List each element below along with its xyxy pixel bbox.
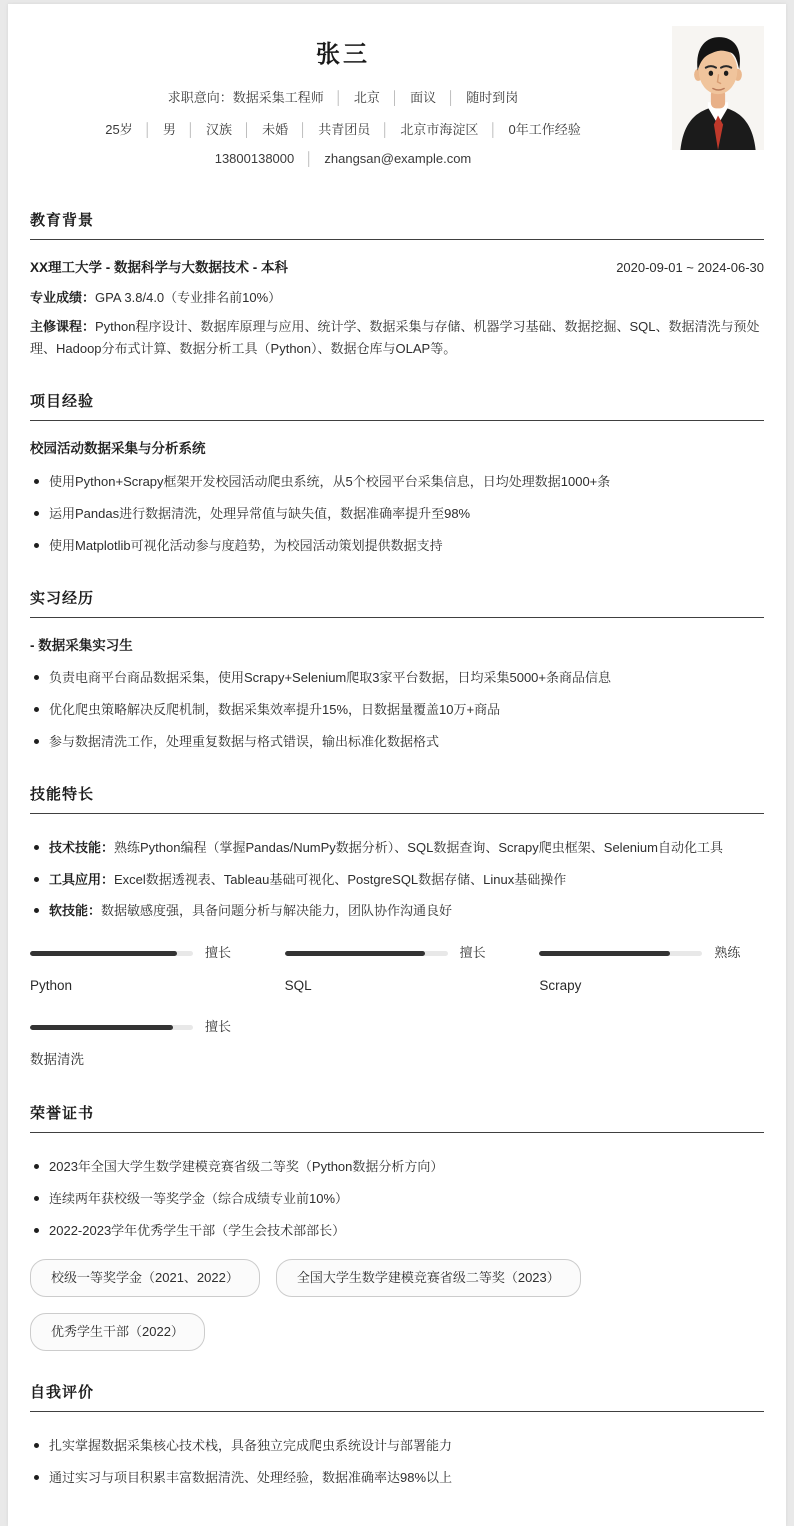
skill-bar-fill xyxy=(285,951,425,956)
profile-photo xyxy=(672,26,764,150)
section-honors xyxy=(30,1102,764,1351)
honor-badge: 校级一等奖学金（2021、2022） xyxy=(30,1259,260,1297)
internship-job-title: - 数据采集实习生 xyxy=(30,637,133,653)
skill-label: 技术技能： xyxy=(49,839,115,855)
skill-label: 工具应用： xyxy=(49,871,115,887)
field-separator: │ xyxy=(305,151,314,166)
field-separator: │ xyxy=(242,122,252,137)
section-title-education: 教育背景 xyxy=(30,209,764,240)
skill-bar-python xyxy=(30,942,255,998)
bullet-item: 使用Matplotlib可视化活动参与度趋势，为校园活动策划提供数据支持 xyxy=(30,536,764,557)
section-title-honors: 荣誉证书 xyxy=(30,1102,764,1133)
skill-text: 熟练Python编程（掌握Pandas/NumPy数据分析）、SQL数据查询、Scrapy爬虫框架、Selenium自动化工具 xyxy=(114,839,723,855)
resume-header xyxy=(30,20,764,179)
section-internship xyxy=(30,587,764,753)
info-field: 面议 xyxy=(410,90,437,105)
skill-name: 数据清洗 xyxy=(30,1052,84,1068)
courses-text: Python程序设计、数据库原理与应用、统计学、数据采集与存储、机器学习基础、数据挖掘、SQL、数据清洗与预处理、Hadoop分布式计算、数据分析工具（Python）、数据仓库与OLAP等。 xyxy=(30,319,760,357)
field-separator: │ xyxy=(186,122,195,137)
bullet-item: 优化爬虫策略解决反爬机制，数据采集效率提升15%，日数据量覆盖10万+商品 xyxy=(30,700,764,721)
field-separator: │ xyxy=(381,122,390,137)
portrait-illustration-icon xyxy=(672,26,764,150)
info-field: 25岁 xyxy=(105,122,133,137)
gpa-label: 专业成绩： xyxy=(30,289,96,305)
info-field: 北京市海淀区 xyxy=(400,122,479,137)
info-field: 未婚 xyxy=(262,122,289,137)
field-separator: │ xyxy=(390,90,400,105)
skill-name: SQL xyxy=(284,978,312,994)
education-gpa-line xyxy=(30,287,764,309)
skill-level-label: 擅长 xyxy=(205,945,232,961)
internship-bullet-list xyxy=(30,668,764,752)
skill-bars-grid xyxy=(30,942,764,1072)
info-field: 共青团员 xyxy=(318,122,371,137)
skill-level-label: 擅长 xyxy=(459,945,486,961)
skill-level-label: 擅长 xyxy=(205,1019,232,1035)
skills-bullet-list xyxy=(30,838,764,922)
resume-page xyxy=(8,4,786,1526)
skill-bar-fill xyxy=(30,1025,173,1030)
skill-name: Scrapy xyxy=(539,978,582,994)
bullet-item: 2023年全国大学生数学建模竞赛省级二等奖（Python数据分析方向） xyxy=(30,1157,764,1178)
skill-bar-fill xyxy=(30,951,177,956)
personal-info-row xyxy=(30,119,656,138)
skill-bar-track xyxy=(30,1025,193,1030)
info-field: 求职意向：数据采集工程师 xyxy=(167,90,324,105)
education-school-major: XX理工大学 - 数据科学与大数据技术 - 本科 xyxy=(30,260,289,275)
info-field: 北京 xyxy=(353,90,380,105)
bullet-item: 通过实习与项目积累丰富数据清洗、处理经验，数据准确率达98%以上 xyxy=(30,1468,764,1489)
skill-text: 数据敏感度强，具备问题分析与解决能力，团队协作沟通良好 xyxy=(101,903,453,919)
bullet-item xyxy=(30,901,764,922)
honor-badges-row xyxy=(30,1259,764,1351)
bullet-item xyxy=(30,838,764,859)
bullet-item: 连续两年获校级一等奖学金（综合成绩专业前10%） xyxy=(30,1189,764,1210)
skill-bar-data-cleaning xyxy=(30,1016,255,1072)
candidate-name: 张三 xyxy=(316,41,370,68)
bullet-item: 扎实掌握数据采集核心技术栈，具备独立完成爬虫系统设计与部署能力 xyxy=(30,1436,764,1457)
skill-label: 软技能： xyxy=(49,903,102,919)
self-eval-bullet-list xyxy=(30,1436,764,1489)
info-field: 随时到岗 xyxy=(466,90,519,105)
skill-bar-track xyxy=(539,951,702,956)
skill-bar-scrapy xyxy=(539,942,764,998)
info-field: 13800138000 xyxy=(214,151,295,166)
section-title-skills: 技能特长 xyxy=(30,783,764,814)
skill-bar-track xyxy=(285,951,448,956)
info-field: zhangsan@example.com xyxy=(324,151,472,166)
contact-row xyxy=(30,151,656,166)
field-separator: │ xyxy=(299,122,308,137)
education-date-range: 2020-09-01 ~ 2024-06-30 xyxy=(616,260,764,275)
field-separator: │ xyxy=(334,90,343,105)
section-project xyxy=(30,390,764,556)
section-self-evaluation xyxy=(30,1381,764,1489)
skill-text: Excel数据透视表、Tableau基础可视化、PostgreSQL数据存储、Linux基础操作 xyxy=(114,871,567,887)
field-separator: │ xyxy=(143,122,152,137)
honors-bullet-list xyxy=(30,1157,764,1241)
bullet-item xyxy=(30,870,764,891)
education-entry xyxy=(30,257,764,280)
skill-name: Python xyxy=(30,978,73,994)
bullet-item: 负责电商平台商品数据采集，使用Scrapy+Selenium爬取3家平台数据，日均采集5000+条商品信息 xyxy=(30,668,764,689)
education-courses-line xyxy=(30,316,764,360)
skill-bar-sql xyxy=(285,942,510,998)
bullet-item: 运用Pandas进行数据清洗，处理异常值与缺失值，数据准确率提升至98% xyxy=(30,504,764,525)
bullet-item: 使用Python+Scrapy框架开发校园活动爬虫系统，从5个校园平台采集信息，日均处理数据1000+条 xyxy=(30,472,764,493)
bullet-item: 参与数据清洗工作，处理重复数据与格式错误，输出标准化数据格式 xyxy=(30,732,764,753)
skill-bar-fill xyxy=(539,951,669,956)
info-field: 男 xyxy=(162,122,176,137)
section-title-project: 项目经验 xyxy=(30,390,764,421)
field-separator: │ xyxy=(447,90,456,105)
info-field: 0年工作经验 xyxy=(508,122,581,137)
field-separator: │ xyxy=(489,122,498,137)
gpa-value: GPA 3.8/4.0（专业排名前10%） xyxy=(95,289,282,305)
skill-bar-track xyxy=(30,951,193,956)
skill-level-label: 熟练 xyxy=(714,945,741,961)
bullet-item: 2022-2023学年优秀学生干部（学生会技术部部长） xyxy=(30,1221,764,1242)
job-intent-row xyxy=(30,87,656,106)
honor-badge: 优秀学生干部（2022） xyxy=(30,1313,205,1351)
header-text-block xyxy=(30,20,656,179)
section-skills xyxy=(30,783,764,1072)
project-name: 校园活动数据采集与分析系统 xyxy=(30,441,206,457)
honor-badge: 全国大学生数学建模竞赛省级二等奖（2023） xyxy=(276,1259,581,1297)
section-title-self-evaluation: 自我评价 xyxy=(30,1381,764,1412)
project-bullet-list xyxy=(30,472,764,556)
info-field: 汉族 xyxy=(205,122,232,137)
section-title-internship: 实习经历 xyxy=(30,587,764,618)
courses-label: 主修课程： xyxy=(30,319,96,335)
section-education xyxy=(30,209,764,360)
